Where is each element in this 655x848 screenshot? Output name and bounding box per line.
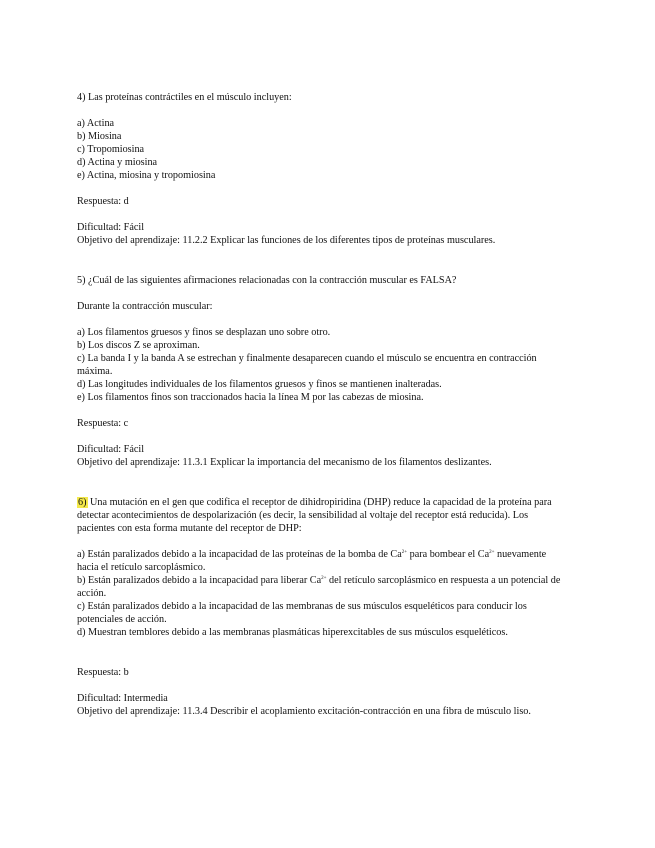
q5-option-c: c) La banda I y la banda A se estrechan y finalmente desaparecen cuando el músculo se encuentra en contracción máxima. [77, 353, 537, 377]
q4-objective: Objetivo del aprendizaje: 11.2.2 Explicar las funciones de los diferentes tipos de proteínas musculares. [77, 235, 496, 246]
q6-option-b-text-2: del retículo sarcoplásmico en respuesta a un potencial de acción. [77, 575, 561, 599]
q6-option-a [77, 548, 567, 574]
q4-difficulty: Dificultad: Fácil [77, 222, 145, 233]
q6-option-a-text-2: para bombear el Ca [407, 549, 490, 560]
q6-number-highlight: 6) [78, 497, 87, 508]
q6-difficulty: Dificultad: Intermedia [77, 693, 168, 704]
q4-option-c: c) Tropomiosina [77, 144, 145, 155]
q5-option-a: a) Los filamentos gruesos y finos se desplazan uno sobre otro. [77, 327, 331, 338]
q6-option-a-text-1: a) Están paralizados debido a la incapacidad de las proteínas de la bomba de Ca [77, 549, 402, 560]
q5-option-b: b) Los discos Z se aproximan. [77, 340, 200, 351]
q6-option-b-text-1: b) Están paralizados debido a la incapacidad para liberar Ca [77, 575, 322, 586]
q6-question-block [77, 496, 567, 535]
q4-answer: Respuesta: d [77, 196, 129, 207]
q5-question: 5) ¿Cuál de las siguientes afirmaciones relacionadas con la contracción muscular es FALSA? [77, 275, 457, 286]
q4-option-a: a) Actina [77, 118, 115, 129]
q5-difficulty: Dificultad: Fácil [77, 444, 145, 455]
q6-objective: Objetivo del aprendizaje: 11.3.4 Describir el acoplamiento excitación-contracción en una fibra de músculo liso. [77, 706, 531, 717]
q6-option-d: d) Muestran temblores debido a las membranas plasmáticas hiperexcitables de sus músculos esqueléticos. [77, 627, 508, 638]
q4-options [77, 117, 577, 182]
q6-option-c: c) Están paralizados debido a la incapacidad de las membranas de sus músculos esqueléticos para conducir los potenciales de acción. [77, 601, 527, 625]
q5-options [77, 326, 577, 404]
q6-option-b [77, 574, 567, 600]
q5-intro: Durante la contracción muscular: [77, 301, 213, 312]
q5-option-e: e) Los filamentos finos son traccionados hacia la línea M por las cabezas de miosina. [77, 392, 424, 403]
q6-option-a-text-3: nuevamente hacia el retículo sarcoplásmico. [77, 549, 547, 573]
q6-option-a-charge-1: 2+ [401, 550, 408, 555]
q6-option-a-charge-2: 2+ [489, 550, 495, 555]
q4-question: 4) Las proteínas contráctiles en el músculo incluyen: [77, 92, 292, 103]
q6-answer: Respuesta: b [77, 667, 129, 678]
q5-option-d: d) Las longitudes individuales de los filamentos gruesos y finos se mantienen inalteradas. [77, 379, 442, 390]
q5-answer: Respuesta: c [77, 418, 129, 429]
q4-option-e: e) Actina, miosina y tropomiosina [77, 170, 216, 181]
q6-option-b-charge: 2+ [321, 576, 327, 581]
q4-option-b: b) Miosina [77, 131, 122, 142]
q4-option-d: d) Actina y miosina [77, 157, 158, 168]
q6-question: Una mutación en el gen que codifica el receptor de dihidropiridina (DHP) reduce la capacidad de la proteína para detectar acontecimientos de despolarización (es decir, la sensibilidad al voltaje del receptor está reducida). Los pacientes con esta forma mutante del receptor de DHP: [77, 497, 552, 534]
q5-objective: Objetivo del aprendizaje: 11.3.1 Explicar la importancia del mecanismo de los filamentos deslizantes. [77, 457, 492, 468]
